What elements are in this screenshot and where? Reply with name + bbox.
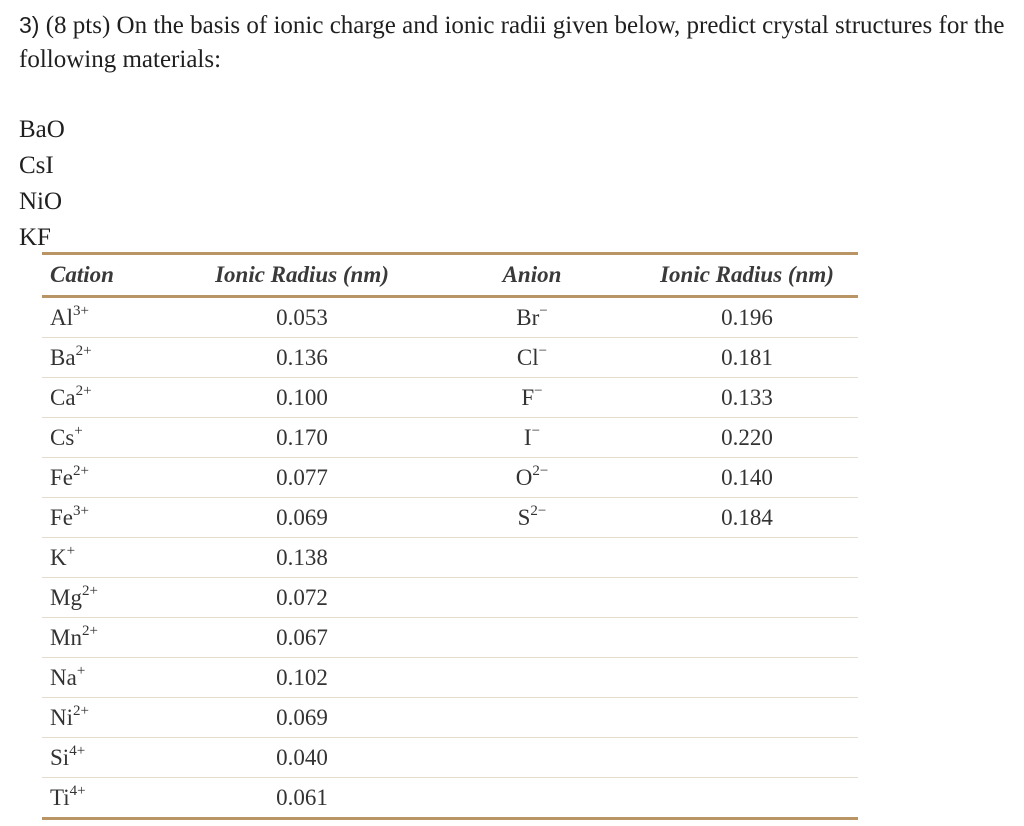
header-anion-radius: Ionic Radius (nm) <box>660 262 834 287</box>
cation-cell <box>50 778 86 817</box>
cation-cell-charge: 2+ <box>81 583 98 599</box>
cation-cell-symbol: Al <box>50 305 73 330</box>
question-text <box>19 8 1009 77</box>
cation-cell-symbol: Ca <box>50 385 76 410</box>
cation-cell-symbol: Na <box>50 665 77 690</box>
anion-cell-charge: − <box>531 423 541 439</box>
cation-cell-symbol: Fe <box>50 465 73 490</box>
cation-cell <box>50 618 98 657</box>
cation-cell <box>50 498 89 537</box>
cation-cell-charge: 3+ <box>73 503 89 519</box>
anion-cell <box>482 378 582 417</box>
cation-radius-cell: 0.102 <box>276 665 328 690</box>
anion-cell <box>482 298 582 337</box>
cation-cell <box>50 298 89 337</box>
cation-radius-cell: 0.100 <box>276 385 328 410</box>
anion-cell-charge: 2− <box>530 503 547 519</box>
cation-cell-charge: 2+ <box>73 703 89 719</box>
table-row <box>42 458 858 498</box>
cation-radius-cell: 0.053 <box>276 305 328 330</box>
anion-cell-charge: − <box>538 343 548 359</box>
material-item: BaO <box>19 116 65 143</box>
table-row <box>42 738 858 778</box>
cation-cell-symbol: Ba <box>50 345 76 370</box>
cation-cell-charge: 3+ <box>73 303 89 319</box>
anion-cell <box>482 498 582 537</box>
cation-cell-charge: + <box>66 543 76 559</box>
material-item: KF <box>19 224 51 251</box>
cation-cell-charge: + <box>74 423 83 439</box>
cation-cell-charge: 2+ <box>75 343 92 359</box>
table-row <box>42 778 858 817</box>
cation-cell-charge: 2+ <box>81 623 98 639</box>
cation-cell-charge: 4+ <box>69 783 86 799</box>
cation-cell-symbol: Ti <box>50 785 70 810</box>
table-row <box>42 698 858 738</box>
anion-cell <box>482 458 582 497</box>
cation-cell-charge: 2+ <box>73 463 89 479</box>
anion-radius-cell: 0.184 <box>721 505 773 530</box>
material-item: CsI <box>19 152 54 179</box>
cation-cell-symbol: Ni <box>50 705 73 730</box>
cation-radius-cell: 0.069 <box>276 505 328 530</box>
anion-radius-cell: 0.220 <box>721 425 773 450</box>
cation-cell-symbol: Mg <box>50 585 82 610</box>
cation-cell <box>50 738 85 777</box>
anion-cell-symbol: S <box>517 505 531 530</box>
anion-cell-symbol: O <box>515 465 533 490</box>
cation-cell <box>50 338 92 377</box>
cation-cell <box>50 698 89 737</box>
cation-radius-cell: 0.077 <box>276 465 328 490</box>
cation-radius-cell: 0.067 <box>276 625 328 650</box>
anion-cell-symbol: Br <box>516 305 540 330</box>
header-cation: Cation <box>50 262 114 287</box>
table-row <box>42 658 858 698</box>
ionic-radii-table <box>42 252 858 820</box>
table-row <box>42 538 858 578</box>
cation-radius-cell: 0.136 <box>276 345 328 370</box>
cation-cell-symbol: K <box>50 545 67 570</box>
cation-radius-cell: 0.170 <box>276 425 328 450</box>
question-number: 3) <box>19 12 40 38</box>
anion-radius-cell: 0.181 <box>721 345 773 370</box>
cation-radius-cell: 0.069 <box>276 705 328 730</box>
table-row <box>42 418 858 458</box>
cation-cell <box>50 458 89 497</box>
table-row <box>42 298 858 338</box>
cation-radius-cell: 0.061 <box>276 785 328 810</box>
anion-cell-charge: − <box>539 303 548 319</box>
table-row <box>42 498 858 538</box>
table-body <box>42 298 858 817</box>
table-row <box>42 618 858 658</box>
cation-cell-symbol: Mn <box>50 625 82 650</box>
table-row <box>42 378 858 418</box>
table-header-row <box>42 255 858 295</box>
cation-radius-cell: 0.072 <box>276 585 328 610</box>
header-cation-radius: Ionic Radius (nm) <box>215 262 389 287</box>
cation-cell-charge: 2+ <box>75 383 92 399</box>
table-bottom-rule <box>42 817 858 820</box>
cation-cell-symbol: Fe <box>50 505 73 530</box>
anion-radius-cell: 0.140 <box>721 465 773 490</box>
anion-cell-charge: 2− <box>532 463 549 479</box>
table-row <box>42 338 858 378</box>
header-anion: Anion <box>502 262 562 287</box>
anion-cell-symbol: F <box>521 385 535 410</box>
anion-cell-symbol: I <box>523 425 532 450</box>
cation-cell <box>50 538 75 577</box>
cation-cell-symbol: Cs <box>50 425 75 450</box>
anion-cell-symbol: Cl <box>516 345 539 370</box>
materials-list <box>19 112 65 256</box>
cation-cell <box>50 578 98 617</box>
anion-radius-cell: 0.196 <box>721 305 773 330</box>
anion-cell <box>482 418 582 457</box>
anion-radius-cell: 0.133 <box>721 385 773 410</box>
cation-cell-charge: + <box>76 663 86 679</box>
anion-cell <box>482 338 582 377</box>
question-body: (8 pts) On the basis of ionic charge and ionic radii given below, predict crystal structures for the following materials: <box>19 12 1005 73</box>
cation-radius-cell: 0.040 <box>276 745 328 770</box>
material-item: NiO <box>19 188 63 215</box>
cation-radius-cell: 0.138 <box>276 545 328 570</box>
cation-cell <box>50 658 85 697</box>
cation-cell-symbol: Si <box>50 745 70 770</box>
cation-cell <box>50 418 83 457</box>
cation-cell <box>50 378 92 417</box>
table-row <box>42 578 858 618</box>
anion-cell-charge: − <box>534 383 543 399</box>
cation-cell-charge: 4+ <box>69 743 86 759</box>
